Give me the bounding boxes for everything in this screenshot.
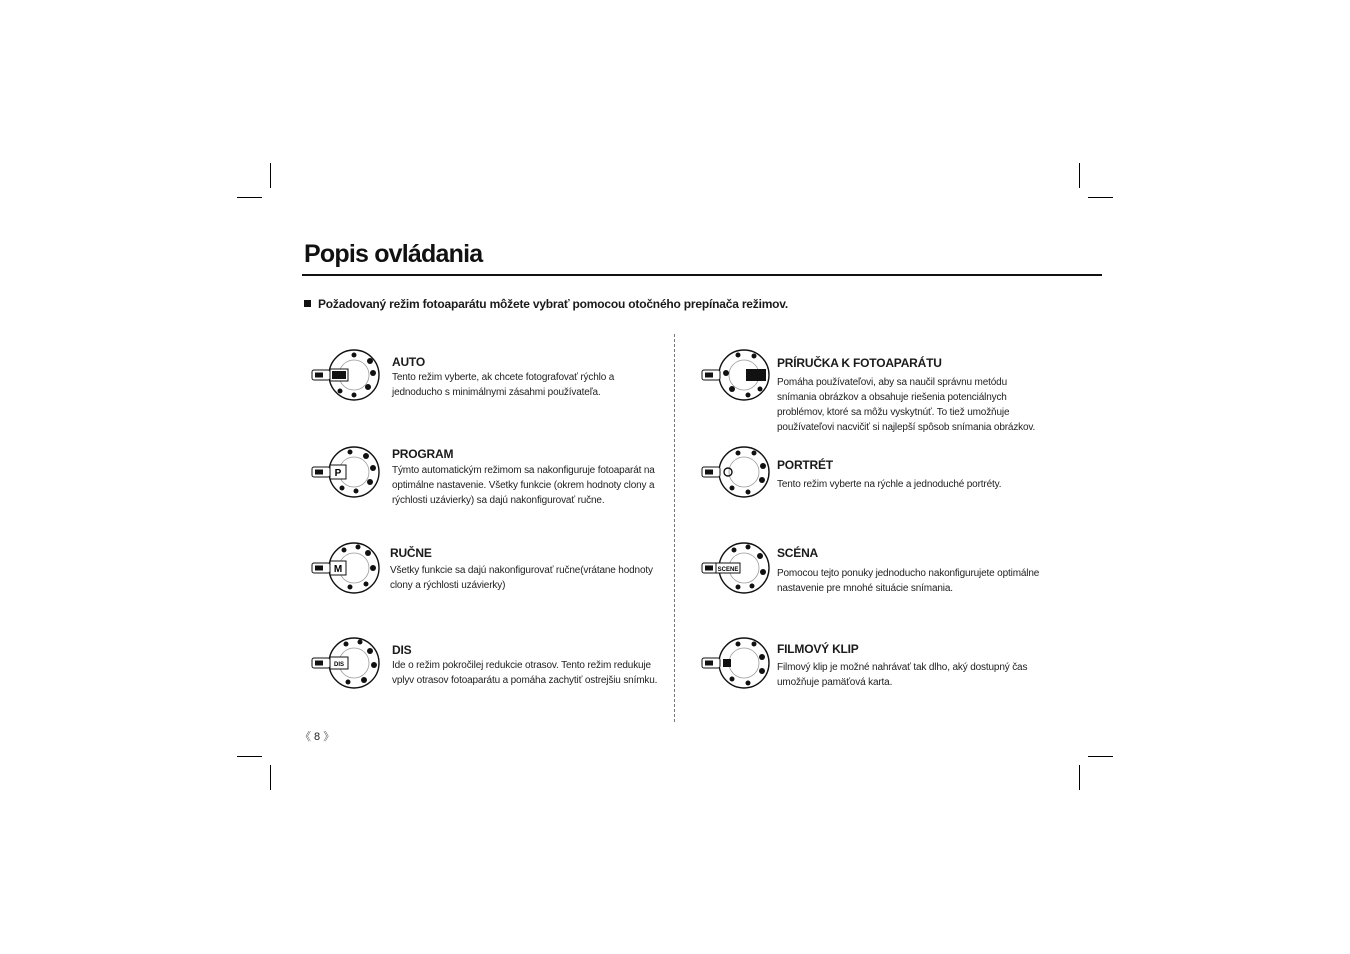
crop-mark	[237, 197, 262, 198]
mode-description: Týmto automatickým režimom sa nakonfiguruje fotoaparát na optimálne nastavenie. Všetky funkcie (okrem hodnoty clony a rýchlosti uzávierky) sa dajú nakonfigurovať ručne.	[392, 465, 655, 506]
dial-label: SCENE	[717, 567, 739, 573]
title-rule	[302, 274, 1102, 276]
mode-heading: RUČNE	[390, 546, 432, 560]
mode-description: Pomáha používateľovi, aby sa naučil správnu metódu snímania obrázkov a obsahuje riešenia potenciálnych problémov, ktoré sa môžu vyskytnúť. To tiež umožňuje používateľovi nacvičiť si najlepší spôsob snímania obrázkov.	[777, 377, 1036, 433]
crop-mark	[237, 756, 262, 757]
mode-description: Ide o režim pokročilej redukcie otrasov. Tento režim redukuje vplyv otrasov fotoaparátu a pomáha zachytiť ostrejšiu snímku.	[392, 660, 658, 686]
dial-label: P	[334, 468, 342, 479]
page-number: 《 8 》	[300, 731, 335, 743]
dial-label: DIS	[333, 662, 345, 668]
mode-dial-icon	[700, 347, 772, 403]
mode-heading: PRÍRUČKA K FOTOAPARÁTU	[777, 356, 942, 370]
page-title: Popis ovládania	[304, 240, 483, 268]
mode-dial-icon	[310, 540, 382, 596]
mode-heading: DIS	[392, 643, 412, 657]
column-divider	[674, 334, 675, 722]
mode-heading: PROGRAM	[392, 447, 454, 461]
mode-dial-icon	[310, 347, 382, 403]
mode-description: Pomocou tejto ponuky jednoducho nakonfigurujete optimálne nastavenie pre mnohé situácie snímania.	[777, 568, 1040, 594]
mode-description: Tento režim vyberte, ak chcete fotografovať rýchlo a jednoducho s minimálnymi zásahmi používateľa.	[392, 372, 615, 398]
crop-mark	[270, 765, 271, 790]
mode-heading: SCÉNA	[777, 546, 819, 560]
mode-heading: AUTO	[392, 355, 425, 369]
intro-line	[304, 297, 788, 311]
crop-mark	[1079, 163, 1080, 188]
crop-mark	[1079, 765, 1080, 790]
mode-heading: PORTRÉT	[777, 458, 833, 472]
mode-description: Tento režim vyberte na rýchle a jednoduché portréty.	[777, 479, 1002, 490]
crop-mark	[1088, 197, 1113, 198]
mode-dial-icon	[310, 635, 382, 691]
mode-dial-icon	[700, 540, 772, 596]
mode-heading: FILMOVÝ KLIP	[777, 642, 859, 656]
mode-description: Filmový klip je možné nahrávať tak dlho, aký dostupný čas umožňuje pamäťová karta.	[777, 662, 1028, 688]
crop-mark	[270, 163, 271, 188]
mode-description: Všetky funkcie sa dajú nakonfigurovať ručne(vrátane hodnoty clony a rýchlosti uzávierky)	[390, 565, 653, 591]
mode-dial-icon	[310, 444, 382, 500]
mode-dial-icon	[700, 444, 772, 500]
crop-mark	[1088, 756, 1113, 757]
intro-text: Požadovaný režim fotoaparátu môžete vybrať pomocou otočného prepínača režimov.	[318, 297, 789, 311]
square-bullet-icon	[304, 300, 311, 307]
dial-label: M	[333, 564, 343, 575]
mode-dial-icon	[700, 635, 772, 691]
